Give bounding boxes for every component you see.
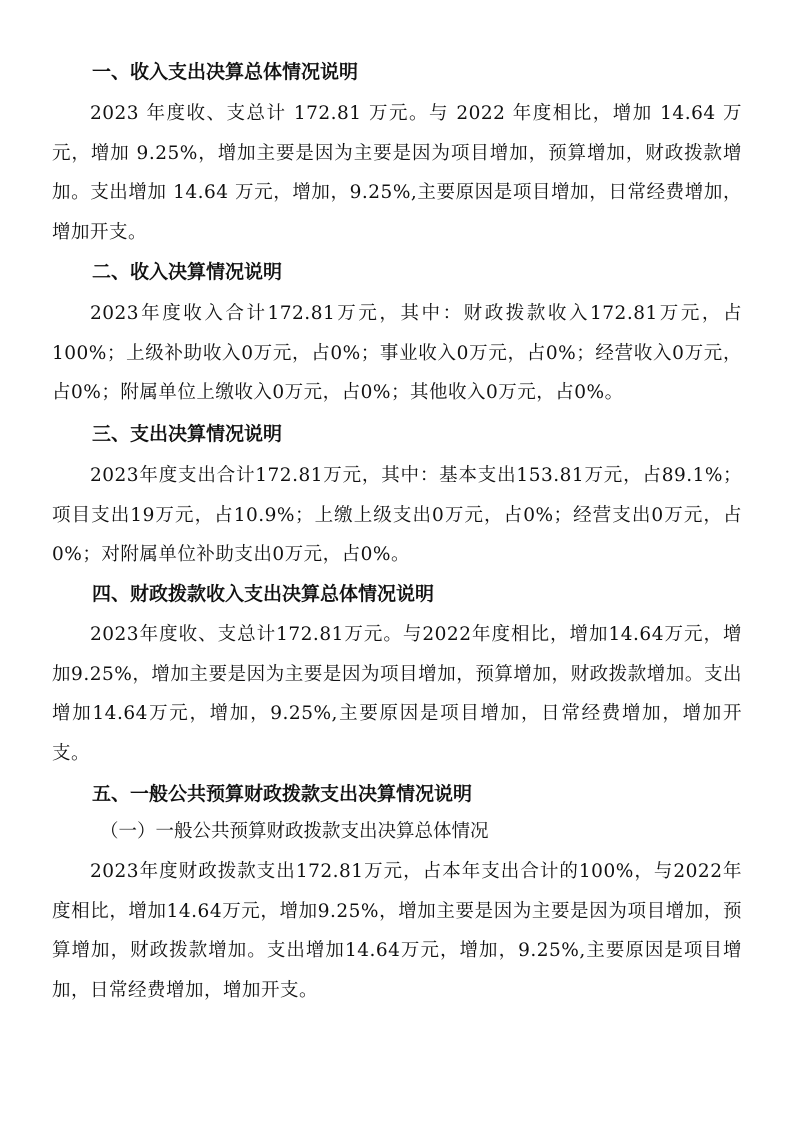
section-1-paragraph: 2023 年度收、支总计 172.81 万元。与 2022 年度相比，增加 14.64 万元，增加 9.25%，增加主要是因为主要是因为项目增加，预算增加，财政拨款增加。支出增加 14.64 万元，增加，9.25%,主要原因是项目增加，日常经费增加，增加开支。 — [52, 103, 742, 243]
section-2-paragraph: 2023年度收入合计172.81万元，其中：财政拨款收入172.81万元，占100%；上级补助收入0万元，占0%；事业收入0万元，占0%；经营收入0万元，占0%；附属单位上缴收入0万元，占0%；其他收入0万元，占0%。 — [52, 303, 742, 404]
section-3-paragraph: 2023年度支出合计172.81万元，其中：基本支出153.81万元，占89.1%；项目支出19万元，占10.9%；上缴上级支出0万元，占0%；经营支出0万元，占0%；对附属单位补助支出0万元，占0%。 — [52, 465, 742, 566]
section-5-subheading: （一）一般公共预算财政拨款支出决算总体情况 — [100, 821, 489, 842]
section-3-heading: 三、支出决算情况说明 — [92, 423, 283, 445]
section-5-heading: 五、一般公共预算财政拨款支出决算情况说明 — [92, 783, 473, 805]
section-5-paragraph: 2023年度财政拨款支出172.81万元，占本年支出合计的100%，与2022年度相比，增加14.64万元，增加9.25%，增加主要是因为主要是因为项目增加，预算增加，财政拨款增加。支出增加14.64万元，增加，9.25%,主要原因是项目增加，日常经费增加，增加开支。 — [52, 861, 742, 1001]
section-4-heading: 四、财政拨款收入支出决算总体情况说明 — [92, 583, 435, 605]
section-4-paragraph: 2023年度收、支总计172.81万元。与2022年度相比，增加14.64万元，增加9.25%，增加主要是因为主要是因为项目增加，预算增加，财政拨款增加。支出增加14.64万元，增加，9.25%,主要原因是项目增加，日常经费增加，增加开支。 — [52, 624, 742, 764]
section-2-heading: 二、收入决算情况说明 — [92, 261, 283, 283]
section-1-heading: 一、收入支出决算总体情况说明 — [92, 61, 359, 83]
